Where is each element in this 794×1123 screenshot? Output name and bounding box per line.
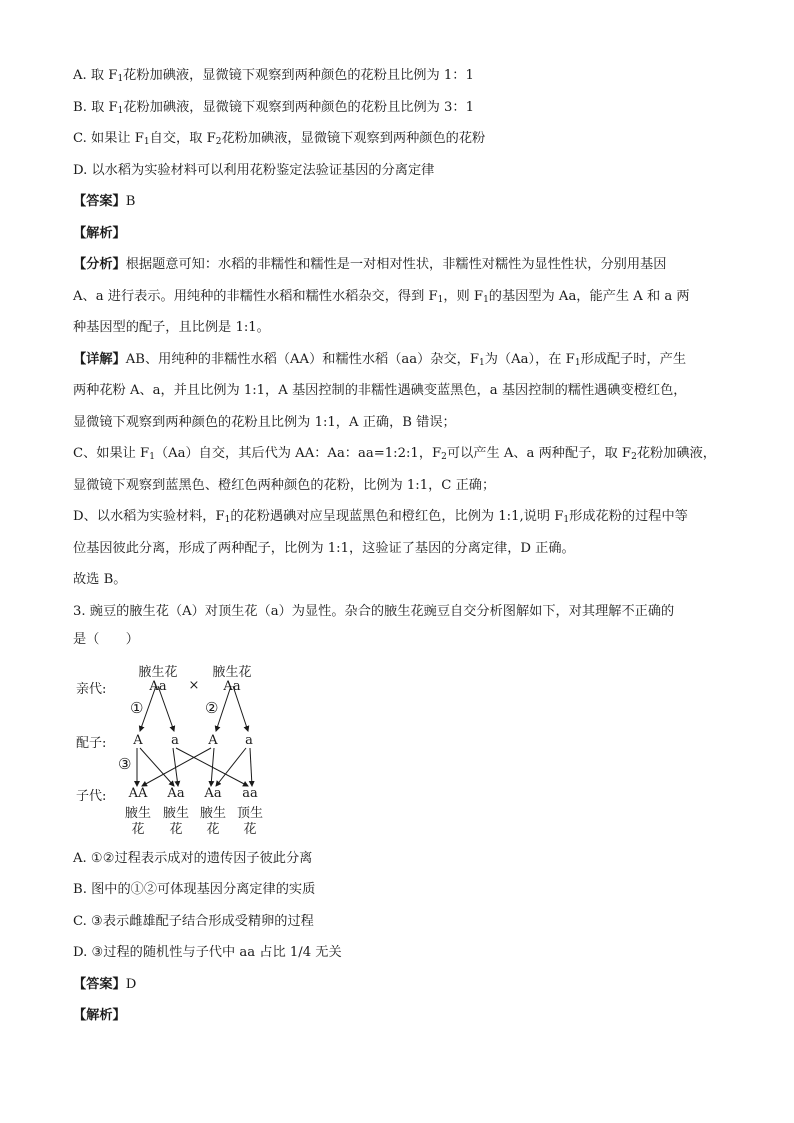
text-fragment: 形成花粉的过程中等 — [569, 509, 688, 524]
arrow-g4-o3 — [216, 748, 246, 786]
text-line-answer-2 — [73, 976, 136, 994]
text-line-q3-2 — [73, 631, 139, 649]
text-fragment: 2 — [631, 452, 637, 462]
text-line-opt-c-2 — [73, 913, 314, 931]
text-line-q3-1 — [73, 603, 674, 621]
text-line-xiangjie-6 — [73, 508, 688, 526]
text-line-fenxi-3 — [73, 319, 270, 337]
text-fragment: （Aa）自交，其后代为 AA：Aa：aa=1:2:1，F — [154, 446, 442, 461]
text-line-analysis-head-1 — [73, 225, 126, 243]
text-line-opt-d-1 — [73, 162, 434, 180]
text-fragment: 花粉加碘液，显微镜下观察到两种颜色的花粉且比例为 1：1 — [123, 68, 474, 83]
text-line-answer-1 — [73, 193, 135, 211]
step3-marker: ③ — [118, 755, 132, 773]
text-fragment: A、a 进行表示。用纯种的非糯性水稻和糯性水稻杂交，得到 F — [73, 289, 438, 304]
text-fragment: D. 以水稻为实验材料可以利用花粉鉴定法验证基因的分离定律 — [73, 163, 435, 178]
text-fragment: 【详解】 — [73, 352, 126, 367]
text-line-xiangjie-7 — [73, 540, 575, 558]
text-fragment: 1 — [143, 137, 150, 147]
text-fragment: 1 — [224, 515, 231, 525]
text-fragment: 花粉加碘液，显微镜下观察到两种颜色的花粉且比例为 3：1 — [123, 100, 475, 115]
arrow-g4-o4 — [250, 748, 252, 786]
text-fragment: 为（Aa），在 F — [484, 352, 575, 367]
parent1-genotype: Aa — [149, 679, 167, 694]
text-fragment: 可以产生 A、a 两种配子，取 F — [446, 446, 632, 461]
text-line-xiangjie-1 — [73, 351, 686, 369]
step1-marker: ① — [130, 699, 144, 717]
text-fragment: 2 — [441, 452, 447, 462]
text-fragment: C. 如果让 F — [73, 131, 144, 146]
text-line-xiangjie-5 — [73, 477, 495, 495]
text-fragment: B — [125, 194, 136, 209]
cross-diagram — [70, 656, 270, 836]
offspring-phenotype-3b: 花 — [206, 822, 220, 837]
text-fragment: C. ③表示雌雄配子结合形成受精卵的过程 — [73, 914, 314, 929]
text-fragment: 自交，取 F — [149, 131, 216, 146]
text-line-opt-c-1 — [73, 130, 485, 148]
text-fragment: 1 — [574, 358, 581, 368]
text-line-xiangjie-2 — [73, 382, 686, 400]
text-line-analysis-head-2 — [73, 1007, 126, 1025]
offspring-phenotype-1b: 花 — [131, 822, 145, 837]
text-fragment: D — [125, 977, 137, 992]
cross-symbol: × — [188, 678, 200, 693]
text-fragment: 1 — [563, 515, 570, 525]
text-fragment: ，则 F — [443, 289, 484, 304]
text-fragment: D. ③过程的随机性与子代中 aa 占比 1/4 无关 — [73, 945, 342, 960]
text-fragment: 1 — [149, 452, 155, 462]
gamete-2: a — [171, 733, 179, 748]
text-fragment: 3. 豌豆的腋生花（A）对顶生花（a）为显性。杂合的腋生花豌豆自交分析图解如下，对其理解不正确的 — [73, 604, 675, 619]
offspring-phenotype-2b: 花 — [169, 822, 183, 837]
text-fragment: 两种花粉 A、a，并且比例为 1:1，A 基因控制的非糯性遇碘变蓝黑色，a 基因控制的糯性遇碘变橙红色， — [73, 383, 687, 398]
offspring-phenotype-4b: 花 — [243, 822, 257, 837]
text-fragment: 1 — [483, 295, 489, 305]
text-fragment: AB、用纯种的非糯性水稻（AA）和糯性水稻（aa）杂交，F — [125, 352, 480, 367]
offspring-phenotype-3a: 腋生 — [199, 806, 227, 821]
text-fragment: 1 — [117, 74, 124, 84]
text-fragment: 1 — [479, 358, 485, 368]
text-fragment: 的花粉遇碘对应呈现蓝黑色和橙红色，比例为 1:1,说明 F — [230, 509, 564, 524]
text-fragment: 1 — [117, 106, 124, 116]
parent1-phenotype: 腋生花 — [138, 665, 178, 680]
offspring-genotype-4: aa — [242, 786, 258, 801]
text-fragment: 显微镜下观察到蓝黑色、橙红色两种颜色的花粉，比例为 1:1，C 正确； — [73, 478, 496, 493]
offspring-label: 子代: — [76, 789, 107, 804]
gamete-4: a — [245, 733, 253, 748]
text-fragment: A. 取 F — [73, 68, 118, 83]
text-line-guxuan-1 — [73, 571, 126, 589]
text-fragment: 【分析】 — [73, 257, 126, 272]
text-fragment: B. 图中的①②可体现基因分离定律的实质 — [73, 882, 316, 897]
text-fragment: 花粉加碘液， — [636, 446, 716, 461]
text-fragment: A. ①②过程表示成对的遗传因子彼此分离 — [73, 851, 313, 866]
offspring-genotype-1: AA — [128, 786, 148, 801]
text-line-opt-a-2 — [73, 850, 312, 868]
text-fragment: 1 — [437, 295, 444, 305]
gamete-3: A — [208, 733, 218, 748]
text-fragment: 位基因彼此分离，形成了两种配子，比例为 1:1，这验证了基因的分离定律，D 正确。 — [73, 541, 575, 556]
text-line-xiangjie-3 — [73, 414, 456, 432]
text-line-opt-b-1 — [73, 99, 474, 117]
gamete-1: A — [133, 733, 143, 748]
gamete-label: 配子: — [76, 736, 107, 751]
text-fragment: 形成配子时，产生 — [580, 352, 687, 367]
text-line-opt-d-2 — [73, 944, 342, 962]
text-fragment: 2 — [215, 137, 222, 147]
text-line-opt-a-1 — [73, 67, 474, 85]
text-fragment: 【解析】 — [73, 226, 126, 241]
text-fragment: 的基因型为 Aa，能产生 A 和 a 两 — [488, 289, 690, 304]
text-fragment: 【答案】 — [73, 977, 126, 992]
text-line-opt-b-2 — [73, 881, 315, 899]
offspring-phenotype-4a: 顶生 — [236, 806, 264, 821]
text-fragment: D、以水稻为实验材料，F — [73, 509, 225, 524]
offspring-phenotype-2a: 腋生 — [162, 806, 190, 821]
offspring-genotype-3: Aa — [204, 786, 222, 801]
text-fragment: 显微镜下观察到两种颜色的花粉且比例为 1:1，A 正确，B 错误； — [73, 415, 456, 430]
text-fragment: 根据题意可知：水稻的非糯性和糯性是一对相对性状，非糯性对糯性为显性性状，分别用基因 — [125, 257, 667, 272]
step2-marker: ② — [205, 699, 219, 717]
parent-label: 亲代: — [76, 682, 107, 697]
text-fragment: C、如果让 F — [73, 446, 150, 461]
text-fragment: 种基因型的配子，且比例是 1:1。 — [73, 320, 270, 335]
offspring-phenotype-1a: 腋生 — [124, 806, 152, 821]
text-line-fenxi-1 — [73, 256, 666, 274]
text-fragment: 花粉加碘液，显微镜下观察到两种颜色的花粉 — [221, 131, 486, 146]
text-fragment: B. 取 F — [73, 100, 118, 115]
parent2-genotype: Aa — [223, 679, 241, 694]
arrow-g3-o1 — [142, 748, 211, 786]
text-fragment: 【解析】 — [73, 1008, 126, 1023]
text-fragment: 故选 B。 — [73, 572, 127, 587]
text-line-xiangjie-4 — [73, 445, 716, 463]
text-fragment: 是（ ） — [73, 632, 139, 647]
arrow-g1-o2 — [140, 748, 174, 786]
text-fragment: 【答案】 — [73, 194, 126, 209]
offspring-genotype-2: Aa — [167, 786, 185, 801]
text-line-fenxi-2 — [73, 288, 690, 306]
parent2-phenotype: 腋生花 — [212, 665, 252, 680]
